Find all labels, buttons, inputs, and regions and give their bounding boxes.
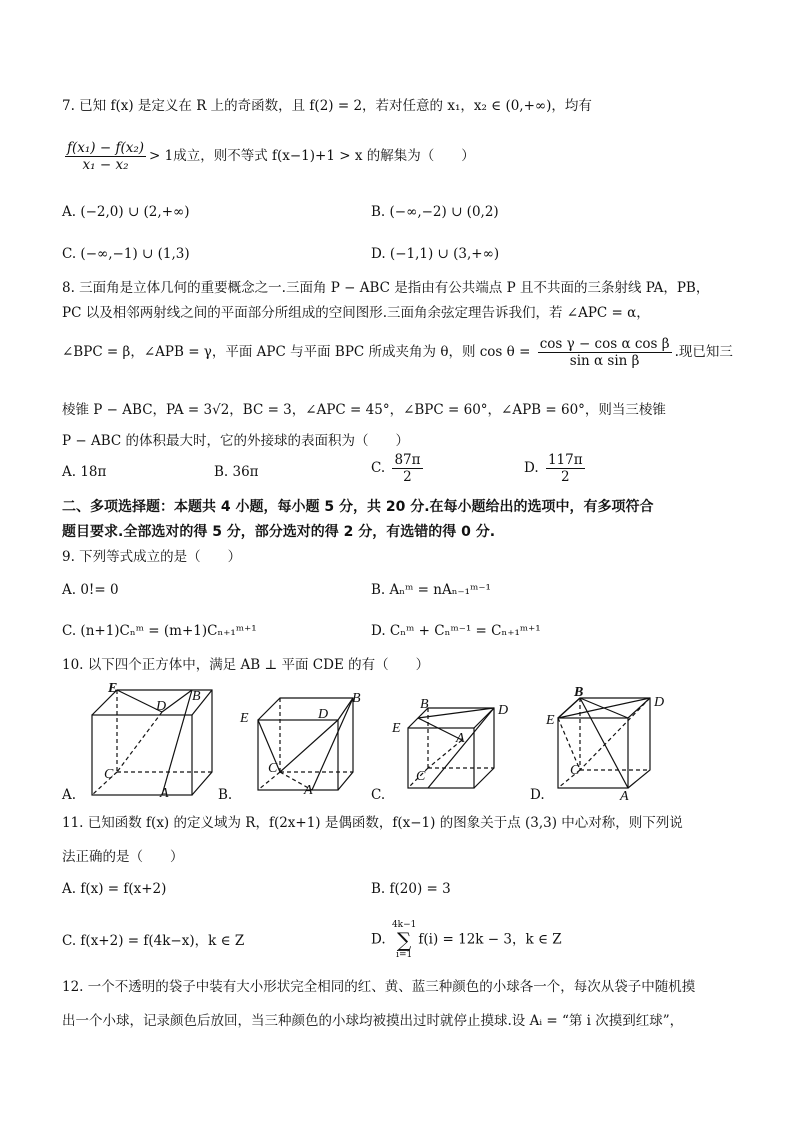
q8-option-b: B. 36π: [214, 464, 259, 480]
cube-c-label-a: A: [456, 731, 465, 746]
q8-option-c-den: 2: [403, 469, 412, 485]
q8-frac-denominator: sin α sin β: [569, 353, 640, 369]
q11-option-b: B. f(20) = 3: [371, 881, 451, 897]
cube-b-label-b: B: [352, 691, 361, 706]
q11-option-d-label: D.: [371, 931, 386, 948]
q11-sum-upper: 4k−1: [391, 920, 417, 930]
q7-stem-line2: [62, 140, 475, 173]
q8-option-d: [524, 452, 588, 485]
q9-option-a: A. 0!= 0: [62, 582, 119, 598]
cube-d-label-c: C: [570, 763, 580, 778]
cube-b-label-d: D: [318, 707, 329, 722]
section2-heading-line2: 题目要求.全部选对的得 5 分，部分选对的得 2 分，有选错的得 0 分.: [62, 524, 496, 540]
cube-d: [545, 685, 664, 804]
cube-c-label-b: B: [420, 697, 429, 712]
q7-fraction: [65, 140, 146, 173]
q7-frac-numerator: f(x₁) − f(x₂): [67, 140, 145, 156]
q8-option-d-fraction: [546, 452, 585, 485]
cube-d-label-d: D: [654, 695, 665, 710]
q8-line3-head: ∠BPC = β，∠APB = γ，平面 APC 与平面 BPC 所成夹角为 θ，则 cos θ =: [62, 344, 531, 360]
cube-a: [92, 681, 212, 801]
cube-a-label-c: C: [104, 767, 114, 782]
q8-line3-tail: .现已知三: [674, 344, 733, 360]
q10-option-d: D.: [530, 787, 545, 803]
q8-option-d-den: 2: [560, 469, 570, 485]
q12-stem-line2: 出一个小球，记录颜色后放回，当三种颜色的小球均被摸出过时就停止摸球.设 Aᵢ = “第 i 次摸到红球”，: [62, 1013, 684, 1029]
sigma-icon: ∑: [397, 928, 412, 952]
cube-b-label-a: A: [304, 783, 313, 798]
q8-option-a: A. 18π: [62, 464, 107, 480]
q8-option-c-label: C.: [371, 460, 386, 476]
cube-c-label-c: C: [416, 769, 426, 784]
cube-a-label-e: E: [108, 681, 118, 696]
cube-d-label-a: A: [620, 789, 629, 804]
q8-stem-line5: P − ABC 的体积最大时，它的外接球的表面积为（ ）: [62, 433, 410, 449]
q11-option-d: [371, 920, 562, 960]
section2-heading-line1: 二、多项选择题：本题共 4 小题，每小题 5 分，共 20 分.在每小题给出的选项中，有多项符合: [62, 499, 654, 515]
q10-option-b: B.: [218, 787, 233, 803]
q9-option-b: B. Aₙᵐ = nAₙ₋₁ᵐ⁻¹: [371, 582, 491, 598]
q8-cos-fraction: [538, 336, 672, 369]
q8-option-d-label: D.: [524, 460, 539, 476]
cube-b: [239, 691, 361, 798]
q11-stem-line2: 法正确的是（ ）: [62, 849, 184, 865]
q8-frac-numerator: cos γ − cos α cos β: [539, 336, 670, 352]
q11-stem-line1: 11. 已知函数 f(x) 的定义域为 R，f(2x+1) 是偶函数，f(x−1) 的图象关于点 (3,3) 中心对称，则下列说: [62, 815, 683, 831]
cube-c: [391, 697, 508, 788]
cube-b-label-c: C: [268, 761, 278, 776]
q8-option-d-num: 117π: [547, 452, 583, 468]
q8-option-c: [371, 452, 426, 485]
q7-stem-tail: > 1成立，则不等式 f(x−1)+1 > x 的解集为（ ）: [149, 148, 475, 164]
q9-option-c: C. (n+1)Cₙᵐ = (m+1)Cₙ₊₁ᵐ⁺¹: [62, 623, 257, 639]
cube-d-label-e: E: [546, 713, 555, 728]
cube-d-label-b: B: [574, 685, 584, 700]
q11-option-d-body: f(i) = 12k − 3，k ∈ Z: [418, 931, 562, 948]
q10-option-c: C.: [371, 787, 386, 803]
q8-stem-line1: 8. 三面角是立体几何的重要概念之一.三面角 P − ABC 是指由有公共端点 P 且不共面的三条射线 PA，PB，: [62, 280, 710, 296]
q8-stem-line2: PC 以及相邻两射线之间的平面部分所组成的空间图形.三面角余弦定理告诉我们，若 ∠APC = α，: [62, 305, 650, 321]
q7-stem-line1: 7. 已知 f(x) 是定义在 R 上的奇函数，且 f(2) = 2，若对任意的 x₁，x₂ ∈ (0,+∞)，均有: [62, 98, 592, 114]
q8-stem-line4: 棱锥 P − ABC，PA = 3√2，BC = 3，∠APC = 45°，∠BPC = 60°，∠APB = 60°，则当三棱锥: [62, 402, 666, 418]
q7-option-a: A. (−2,0) ∪ (2,+∞): [62, 204, 190, 220]
q9-stem: 9. 下列等式成立的是（ ）: [62, 549, 242, 565]
cube-c-label-e: E: [392, 721, 401, 736]
q8-option-c-fraction: [392, 452, 422, 485]
q8-option-c-num: 87π: [394, 452, 421, 468]
q11-option-c: C. f(x+2) = f(4k−x)，k ∈ Z: [62, 933, 245, 949]
q10-stem: 10. 以下四个正方体中，满足 AB ⊥ 平面 CDE 的有（ ）: [62, 657, 430, 673]
q9-option-d: D. Cₙᵐ + Cₙᵐ⁻¹ = Cₙ₊₁ᵐ⁺¹: [371, 623, 541, 639]
cube-c-label-d: D: [498, 703, 509, 718]
cube-a-label-b: B: [192, 689, 201, 704]
q7-option-d: D. (−1,1) ∪ (3,+∞): [371, 246, 500, 262]
q8-stem-line3: [62, 336, 733, 369]
cube-a-label-a: A: [160, 786, 169, 801]
q7-frac-denominator: x₁ − x₂: [82, 157, 129, 173]
cube-b-label-e: E: [240, 711, 249, 726]
q11-option-a: A. f(x) = f(x+2): [62, 881, 167, 897]
cube-a-label-d: D: [156, 699, 167, 714]
q7-option-c: C. (−∞,−1) ∪ (1,3): [62, 246, 190, 262]
q11-sum-lower: i=1: [396, 950, 413, 960]
q10-option-a: A.: [62, 787, 77, 803]
q10-cube-figures: [0, 680, 794, 805]
q11-sum-symbol: [392, 920, 416, 960]
q7-option-b: B. (−∞,−2) ∪ (0,2): [371, 204, 499, 220]
q12-stem-line1: 12. 一个不透明的袋子中装有大小形状完全相同的红、黄、蓝三种颜色的小球各一个，每次从袋子中随机摸: [62, 979, 696, 995]
